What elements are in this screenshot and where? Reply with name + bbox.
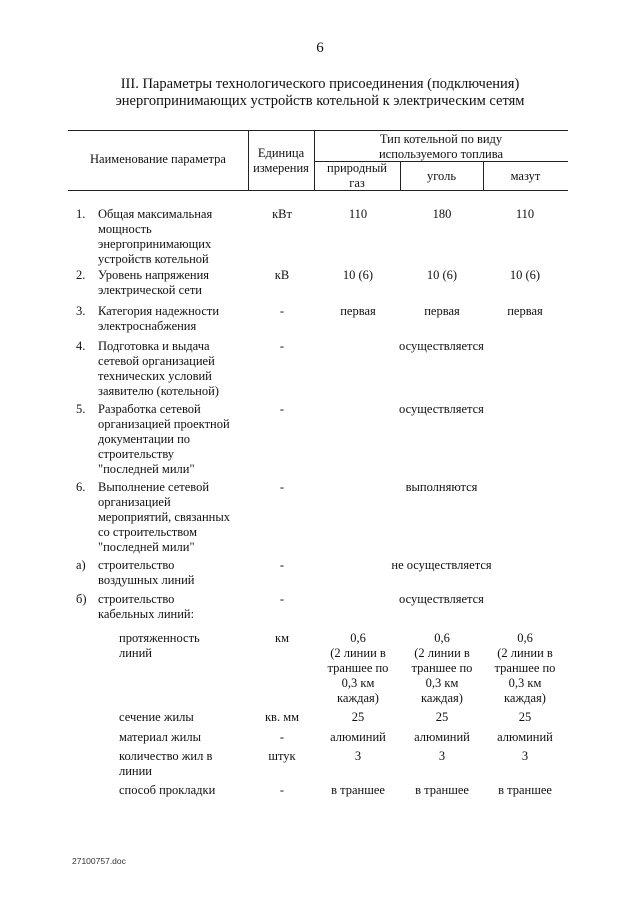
parameter-name [98, 480, 248, 555]
parameter-name [98, 339, 248, 399]
parameter-name [119, 783, 249, 798]
parameter-name-line: документации по [98, 432, 191, 446]
value-natural-gas-line: первая [340, 304, 376, 318]
unit-cell: - [279, 783, 285, 797]
parameter-name [98, 268, 248, 298]
unit-cell: - [279, 730, 285, 744]
value-coal [402, 631, 482, 706]
parameter-name-line: организацией проектной [98, 417, 230, 431]
value-natural-gas [317, 710, 399, 725]
value-natural-gas-line: 10 (6) [342, 268, 374, 282]
unit-cell: кв. мм [264, 710, 300, 724]
value-all-types: осуществляется [399, 402, 484, 416]
value-natural-gas-line: траншее по [327, 661, 389, 675]
value-coal [402, 268, 482, 283]
parameter-name-line: Подготовка и выдача [98, 339, 210, 353]
parameter-name-line: технических условий [98, 369, 212, 383]
parameter-name-line: количество жил в [119, 749, 213, 763]
parameter-name [98, 558, 248, 588]
value-coal-line: в траншее [415, 783, 469, 797]
value-coal-line: 3 [438, 749, 446, 763]
value-all-types: выполняются [405, 480, 478, 494]
unit-cell: - [279, 558, 285, 572]
value-coal [402, 710, 482, 725]
value-fuel-oil [484, 304, 566, 319]
value-fuel-oil [484, 749, 566, 764]
value-fuel-oil-line: 25 [518, 710, 532, 724]
parameter-name-line: электрической сети [98, 283, 202, 297]
value-fuel-oil-line: траншее по [494, 661, 556, 675]
value-fuel-oil [484, 268, 566, 283]
value-natural-gas [317, 749, 399, 764]
parameter-name-line: сечение жилы [119, 710, 194, 724]
parameter-name-line: организацией [98, 495, 171, 509]
header-coal: уголь [426, 169, 457, 183]
value-coal-line: 180 [432, 207, 452, 221]
value-natural-gas-line: алюминий [330, 730, 386, 744]
value-fuel-oil-line: алюминий [497, 730, 553, 744]
parameter-name-line: строительству [98, 447, 175, 461]
value-coal-line: 0,3 км [425, 676, 459, 690]
parameter-name-line: мощность [98, 222, 152, 236]
header-boiler-type: Тип котельной по виду используемого топлива [378, 132, 504, 161]
row-number: 6. [76, 480, 86, 494]
value-natural-gas-line: 110 [348, 207, 368, 221]
value-fuel-oil [484, 783, 566, 798]
parameter-name-line: Категория надежности [98, 304, 220, 318]
parameter-name-line: Разработка сетевой [98, 402, 201, 416]
unit-cell: - [279, 480, 285, 494]
value-natural-gas [317, 304, 399, 319]
value-fuel-oil-line: 3 [521, 749, 529, 763]
value-coal [402, 783, 482, 798]
header-natural-gas: природный газ [327, 161, 387, 190]
value-fuel-oil [484, 631, 566, 706]
value-fuel-oil-line: в траншее [498, 783, 552, 797]
parameter-name-line: линии [119, 764, 152, 778]
parameter-name-line: линий [119, 646, 152, 660]
unit-cell: км [275, 631, 289, 645]
value-fuel-oil-line: 110 [515, 207, 535, 221]
footer-filename: 27100757.doc [72, 856, 126, 866]
value-natural-gas-line: 3 [354, 749, 362, 763]
parameter-name [98, 304, 248, 334]
value-fuel-oil-line: 0,6 [517, 631, 533, 645]
value-natural-gas [317, 730, 399, 745]
row-number: 4. [76, 339, 86, 353]
parameter-name-line: Общая максимальная [98, 207, 213, 221]
parameter-name-line: способ прокладки [119, 783, 216, 797]
parameter-name [98, 402, 248, 477]
value-natural-gas-line: в траншее [331, 783, 385, 797]
parameter-name-line: сетевой организацией [98, 354, 215, 368]
value-fuel-oil-line: (2 линии в [497, 646, 553, 660]
parameter-name-line: электроснабжения [98, 319, 197, 333]
value-fuel-oil [484, 730, 566, 745]
parameter-name [119, 749, 249, 779]
value-natural-gas [317, 207, 399, 222]
value-coal-line: 25 [435, 710, 449, 724]
value-coal-line: алюминий [414, 730, 470, 744]
value-coal [402, 749, 482, 764]
value-coal [402, 304, 482, 319]
parameter-name [98, 592, 248, 622]
value-coal-line: 10 (6) [426, 268, 458, 282]
value-coal-line: траншее по [411, 661, 473, 675]
value-coal-line: каждая) [421, 691, 463, 705]
parameter-name-line: Выполнение сетевой [98, 480, 210, 494]
value-fuel-oil-line: первая [507, 304, 543, 318]
value-coal-line: первая [424, 304, 460, 318]
section-title-line: энергопринимающих устройств котельной к электрическим сетям [115, 93, 525, 109]
parameter-name-line: материал жилы [119, 730, 201, 744]
row-number: 1. [76, 207, 86, 221]
row-number: 2. [76, 268, 86, 282]
value-natural-gas-line: 25 [351, 710, 365, 724]
value-coal [402, 730, 482, 745]
value-coal [402, 207, 482, 222]
value-natural-gas [317, 268, 399, 283]
parameter-name-line: "последней мили" [98, 462, 195, 476]
value-natural-gas-line: 0,6 [350, 631, 366, 645]
unit-cell: кВ [274, 268, 290, 282]
unit-cell: - [279, 304, 285, 318]
value-fuel-oil [484, 207, 566, 222]
value-fuel-oil-line: каждая) [504, 691, 546, 705]
parameter-name-line: "последней мили" [98, 540, 195, 554]
parameter-name [119, 730, 249, 745]
value-natural-gas-line: (2 линии в [330, 646, 386, 660]
row-number: б) [76, 592, 87, 606]
header-fuel-oil: мазут [510, 169, 541, 183]
parameter-name-line: строительство [98, 558, 175, 572]
value-coal-line: (2 линии в [414, 646, 470, 660]
value-fuel-oil-line: 0,3 км [508, 676, 542, 690]
parameter-name-line: воздушных линий [98, 573, 195, 587]
row-number: а) [76, 558, 86, 572]
parameter-name-line: устройств котельной [98, 252, 209, 266]
value-fuel-oil [484, 710, 566, 725]
header-parameter-name: Наименование параметра [90, 152, 226, 166]
unit-cell: - [279, 592, 285, 606]
section-title-line: III. Параметры технологического присоединения (подключения) [120, 76, 520, 92]
value-fuel-oil-line: 10 (6) [509, 268, 541, 282]
page-number: 6 [316, 40, 324, 56]
value-all-types: осуществляется [399, 339, 484, 353]
value-natural-gas-line: каждая) [337, 691, 379, 705]
unit-cell: кВт [272, 207, 292, 221]
value-natural-gas [317, 783, 399, 798]
unit-cell: штук [268, 749, 296, 763]
parameter-name-line: протяженность [119, 631, 200, 645]
parameter-name-line: кабельных линий: [98, 607, 195, 621]
parameter-name-line: мероприятий, связанных [98, 510, 230, 524]
header-unit: Единица измерения [253, 146, 309, 175]
row-number: 3. [76, 304, 86, 318]
value-natural-gas-line: 0,3 км [341, 676, 375, 690]
parameter-name-line: энергопринимающих [98, 237, 212, 251]
parameter-name-line: Уровень напряжения [98, 268, 210, 282]
row-number: 5. [76, 402, 86, 416]
parameter-name-line: заявителю (котельной) [98, 384, 219, 398]
parameter-name [98, 207, 248, 267]
value-natural-gas [317, 631, 399, 706]
parameter-name [119, 710, 249, 725]
unit-cell: - [279, 402, 285, 416]
parameter-name-line: строительство [98, 592, 175, 606]
parameter-name-line: со строительством [98, 525, 197, 539]
unit-cell: - [279, 339, 285, 353]
value-all-types: осуществляется [399, 592, 484, 606]
parameter-name [119, 631, 249, 661]
value-coal-line: 0,6 [434, 631, 450, 645]
value-all-types: не осуществляется [391, 558, 492, 572]
